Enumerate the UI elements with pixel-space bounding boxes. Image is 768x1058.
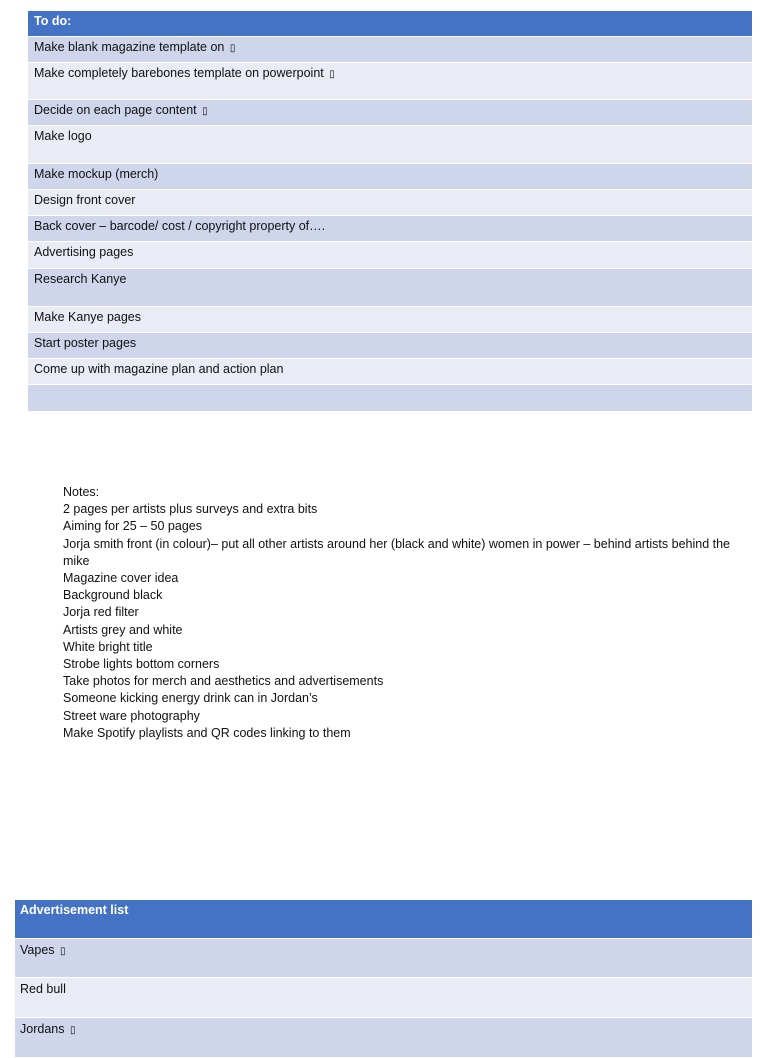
todo-item-label: Make completely barebones template on powerpoint <box>34 66 324 80</box>
note-line: Someone kicking energy drink can in Jordan’s <box>63 691 318 706</box>
todo-item-label: Come up with magazine plan and action plan <box>34 362 284 376</box>
notes-block <box>63 484 733 742</box>
advertisement-item-label: Vapes <box>20 943 55 957</box>
todo-item-label: Back cover – barcode/ cost / copyright property of…. <box>34 219 326 233</box>
note-line: Jorja smith front (in colour)– put all other artists around her (black and white) women in power – behind artists behind the mike <box>63 536 731 568</box>
note-line: Make Spotify playlists and QR codes linking to them <box>63 725 351 740</box>
todo-item-label: Make logo <box>34 129 92 143</box>
advertisement-header-label: Advertisement list <box>20 903 129 917</box>
advertisement-item-label: Red bull <box>20 982 66 996</box>
table-row-empty <box>28 385 752 412</box>
note-line: Aiming for 25 – 50 pages <box>63 519 202 534</box>
todo-item-label: Make mockup (merch) <box>34 167 159 181</box>
missing-glyph-icon: ▯ <box>69 1025 76 1036</box>
note-line: Artists grey and white <box>63 622 183 637</box>
note-line: 2 pages per artists plus surveys and extra bits <box>63 502 318 517</box>
note-line: Street ware photography <box>63 708 200 723</box>
table-row <box>15 1018 752 1058</box>
note-line: Take photos for merch and aesthetics and advertisements <box>63 674 384 689</box>
table-row <box>28 100 752 126</box>
todo-header-label: To do: <box>34 14 72 28</box>
advertisement-table <box>15 900 752 1058</box>
todo-item-label: Design front cover <box>34 193 136 207</box>
table-row <box>28 333 752 359</box>
todo-table-header <box>28 11 752 37</box>
note-line: White bright title <box>63 639 153 654</box>
table-row <box>28 37 752 63</box>
table-row <box>28 216 752 242</box>
table-row <box>28 126 752 164</box>
todo-item-label: Make blank magazine template on <box>34 40 225 54</box>
advertisement-item-label: Jordans <box>20 1022 65 1036</box>
table-row <box>28 164 752 190</box>
note-line: Background black <box>63 588 163 603</box>
missing-glyph-icon: ▯ <box>329 69 335 80</box>
missing-glyph-icon: ▯ <box>229 43 236 54</box>
notes-heading: Notes: <box>63 485 100 499</box>
todo-item-label: Decide on each page content <box>34 103 197 117</box>
missing-glyph-icon: ▯ <box>202 106 208 117</box>
table-row <box>15 939 752 978</box>
note-line: Magazine cover idea <box>63 571 179 586</box>
table-row <box>28 269 752 307</box>
table-row <box>28 359 752 385</box>
table-row <box>28 63 752 100</box>
note-line: Strobe lights bottom corners <box>63 657 220 672</box>
table-row <box>15 978 752 1018</box>
todo-item-label: Research Kanye <box>34 272 127 286</box>
todo-table <box>28 11 752 412</box>
todo-item-label: Make Kanye pages <box>34 310 142 324</box>
todo-item-label: Start poster pages <box>34 336 137 350</box>
note-line: Jorja red filter <box>63 605 139 620</box>
table-row <box>28 242 752 269</box>
table-row <box>28 307 752 333</box>
missing-glyph-icon: ▯ <box>60 946 66 957</box>
todo-item-label: Advertising pages <box>34 245 134 259</box>
advertisement-table-header <box>15 900 752 939</box>
table-row <box>28 190 752 216</box>
